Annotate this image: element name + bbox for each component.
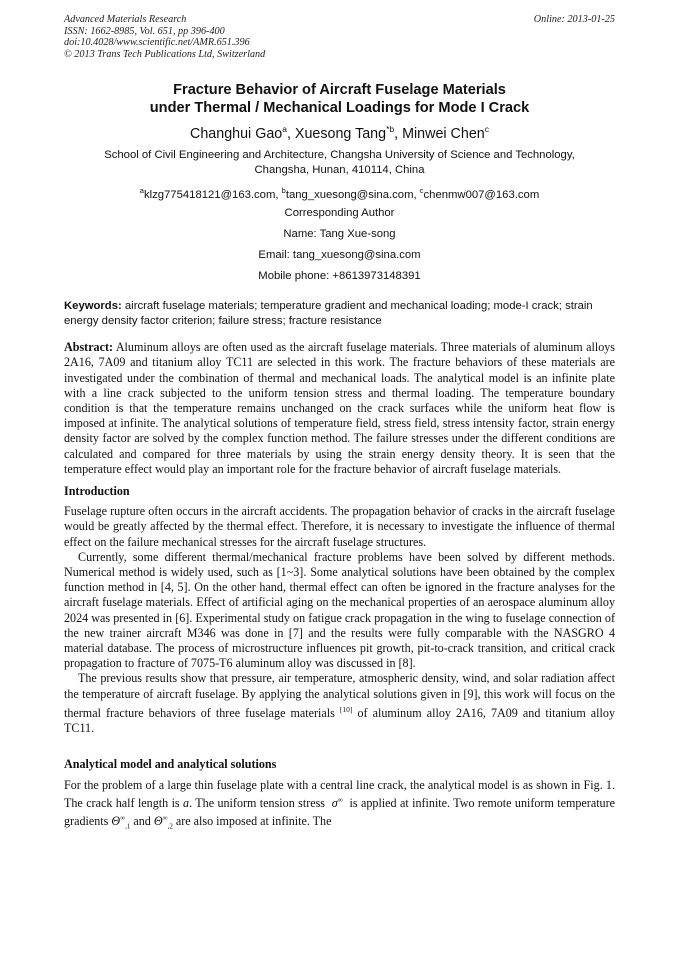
corresponding-email[interactable]: Email: tang_xuesong@sina.com — [258, 248, 421, 261]
theta-sub-2: ,2 — [167, 822, 173, 831]
author-separator: , — [394, 126, 403, 143]
issn-line: ISSN: 1662-8985, Vol. 651, pp 396-400 — [64, 25, 225, 37]
analytical-paragraph-1 — [64, 778, 615, 835]
email-a-sup: a — [139, 186, 144, 196]
title-line-2: under Thermal / Mechanical Loadings for Mode I Crack — [149, 99, 530, 116]
author-3-sup: c — [484, 124, 489, 135]
abstract-text: Aluminum alloys are often used as the aircraft fuselage materials. Three materials of aluminum alloys 2A16, 7A09 and titanium alloy TC11 are selected in this work. The fracture behaviors of these materials are investigated under the combination of thermal and mechanical loads. The analytical model is an infinite plate with a line crack subjected to the uniform tension stress and thermal loading. The temperature boundary condition is that the temperature remains unchanged on the crack surfaces while the uniform heat flow is imposed at infinite. The analytical solutions of temperature field, stress field, stress intensity factor, strain energy density factor are solved by the complex function method. The failure stresses under the different conditions are calculated and compared for three materials by using the strain energy density theory. It is seen that the temperature effect would play an important role for the fracture behavior of aircraft fuselage materials. — [64, 340, 615, 476]
doi-line: doi:10.4028/www.scientific.net/AMR.651.396 — [64, 37, 250, 49]
corresponding-name: Name: Tang Xue-song — [283, 227, 396, 240]
theta-glyph: Θ — [153, 813, 163, 828]
symbol-a: a — [183, 795, 190, 810]
keywords — [64, 299, 615, 329]
journal-name: Advanced Materials Research — [64, 14, 187, 25]
theta-sub-1: ,1 — [125, 822, 131, 831]
email-b-sup: b — [281, 186, 286, 196]
analytical-text-c: is applied at infinite. Two remote uniform temperature gradients — [64, 795, 615, 828]
sigma-glyph: σ — [331, 795, 338, 810]
symbol-theta-2 — [153, 813, 173, 831]
journal-header — [64, 14, 615, 60]
paper-title — [64, 82, 615, 117]
keywords-label: Keywords: — [64, 299, 122, 312]
author-2-sup: *b — [386, 124, 395, 135]
analytical-text-d: and — [130, 813, 154, 828]
copyright-line: © 2013 Trans Tech Publications Ltd, Switzerland — [64, 48, 266, 60]
email-b[interactable]: tang_xuesong@sina.com — [285, 188, 414, 201]
analytical-text-b: . The uniform tension stress — [189, 795, 329, 810]
section-heading-introduction: Introduction — [64, 484, 130, 499]
online-date: Online: 2013-01-25 — [533, 14, 615, 25]
corresponding-label: Corresponding Author — [284, 206, 395, 219]
author-list — [64, 120, 615, 143]
corresponding-phone: Mobile phone: +8613973148391 — [258, 269, 421, 282]
email-c-sup: c — [419, 186, 424, 196]
author-1-sup: a — [282, 124, 287, 135]
email-a[interactable]: klzg775418121@163.com — [143, 188, 276, 201]
email-separator: , — [413, 188, 420, 201]
keywords-text: aircraft fuselage materials; temperature gradient and mechanical loading; mode-I crack; strain energy density factor criterion; failure stress; fracture resistance — [64, 299, 593, 327]
infinity-sup: ∞ — [120, 813, 126, 822]
analytical-text-e: are also imposed at infinite. The — [172, 813, 332, 828]
author-2: Xuesong Tang — [294, 126, 387, 143]
author-3: Minwei Chen — [402, 126, 485, 143]
abstract — [64, 340, 615, 477]
author-1: Changhui Gao — [190, 126, 283, 143]
author-emails — [64, 183, 615, 203]
symbol-sigma-inf — [328, 796, 346, 810]
citation-superscript[interactable]: [10] — [339, 704, 353, 714]
intro-paragraph-3 — [64, 671, 615, 736]
author-separator: , — [286, 126, 295, 143]
paper-page — [64, 14, 615, 835]
analytical-text-a: For the problem of a large thin fuselage plate with a central line crack, the analytical model is as shown in Fig. 1. The crack half length is — [64, 777, 615, 810]
email-separator: , — [275, 188, 282, 201]
intro-p3-text-a: The previous results show that pressure, air temperature, atmospheric density, wind, and solar radiation affect the temperature of aircraft fuselage. By applying the analytical solutions given in [9], this work will focus on the thermal fracture behaviors of three fuselage materials — [64, 671, 615, 720]
affiliation-line-1: School of Civil Engineering and Architecture, Changsha University of Science and Technology, — [104, 149, 575, 162]
affiliation-line-2: Changsha, Hunan, 410114, China — [254, 164, 425, 177]
symbol-theta-1 — [111, 813, 131, 831]
intro-p3-text-b: of aluminum alloy 2A16, 7A09 and titanium alloy TC11. — [64, 705, 615, 736]
section-heading-analytical: Analytical model and analytical solutions — [64, 757, 277, 772]
abstract-label: Abstract: — [64, 340, 114, 355]
theta-glyph: Θ — [111, 813, 121, 828]
email-c[interactable]: chenmw007@163.com — [423, 188, 540, 201]
infinity-sup: ∞ — [162, 813, 168, 822]
intro-paragraph-1: Fuselage rupture often occurs in the aircraft accidents. The propagation behavior of cracks in the aircraft fuselage would be greatly affected by the thermal effect. Therefore, it is necessary to investigate the influence of thermal effect on the failure mechanical stresses for the aircraft fuselage structures. — [64, 504, 615, 549]
title-line-1: Fracture Behavior of Aircraft Fuselage Materials — [173, 82, 506, 99]
infinity-sup: ∞ — [337, 795, 343, 804]
corresponding-author-block — [64, 203, 615, 287]
affiliation — [64, 148, 615, 178]
intro-paragraph-2: Currently, some different thermal/mechanical fracture problems have been solved by different methods. Numerical method is widely used, such as [1~3]. Some analytical solutions have been obtained by the complex function method in [4, 5]. On the other hand, thermal effect can often be ignored in the fracture analyses for the aircraft fuselage materials. Effect of artificial aging on the mechanical properties of an aerospace aluminum alloy 2024 was presented in [6]. Experimental study on fatigue crack propagation in the wing to fuselage connection of the new trainer aircraft M346 was done in [7] and the results were fully comparable with the NASGRO 4 material database. The process of microstructure influences pit growth, pit-to-crack transition, and critical crack propagation to fracture of 7075-T6 aluminum alloy was discussed in [8]. — [64, 549, 615, 671]
